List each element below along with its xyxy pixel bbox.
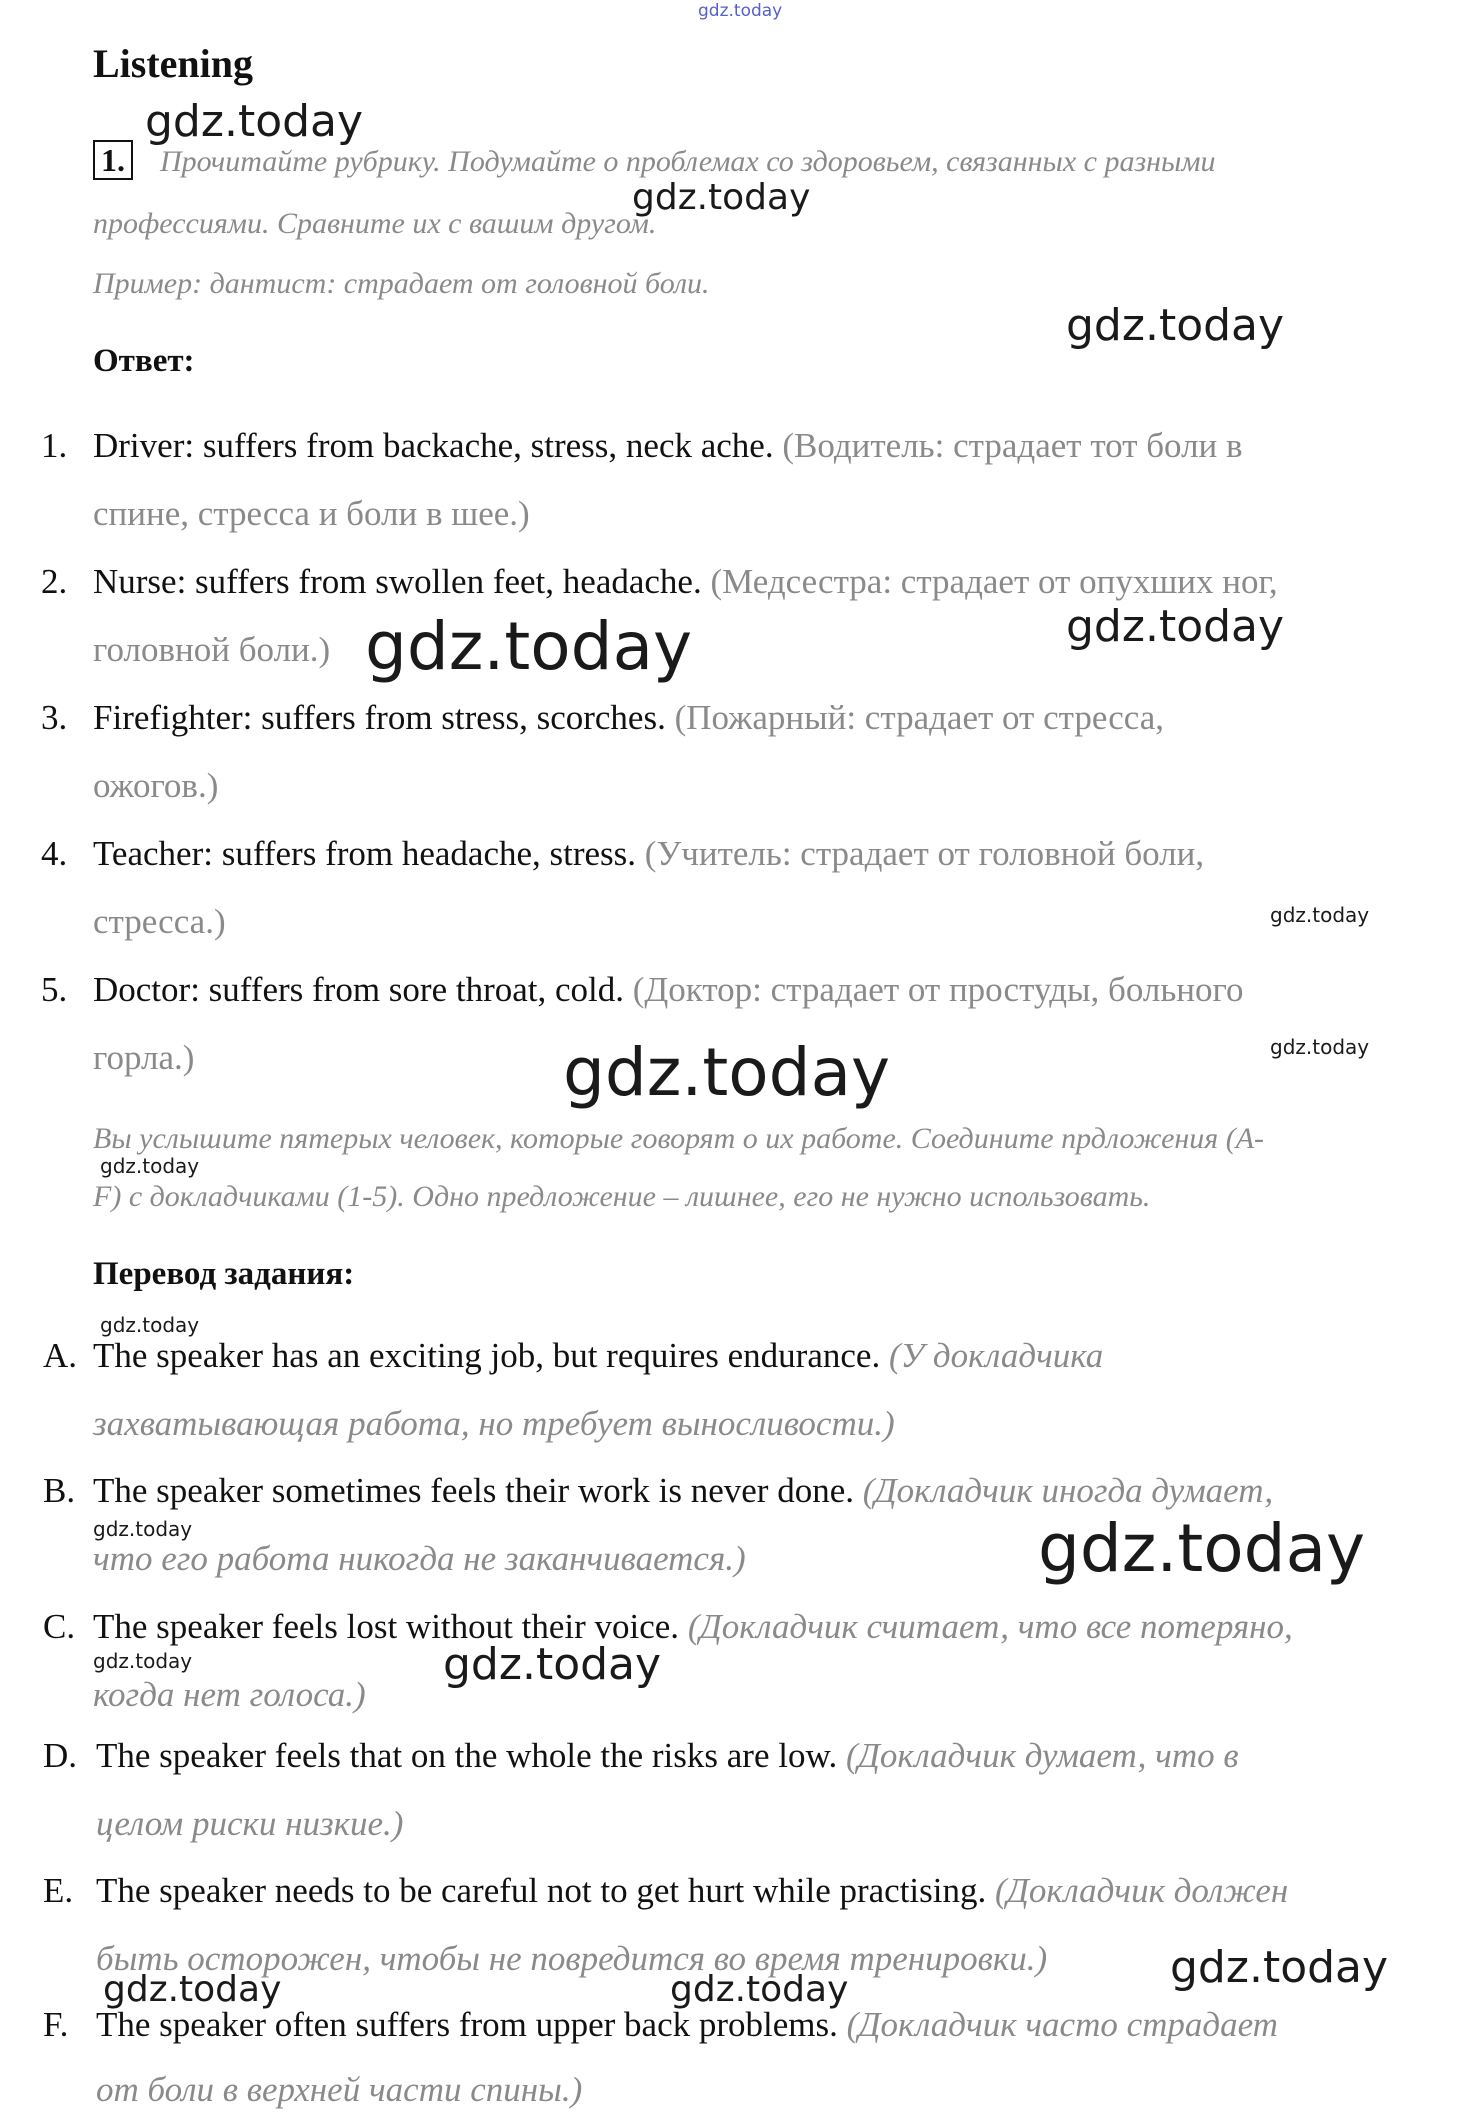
- list-item-line: [43, 1607, 75, 1647]
- translation-heading: Перевод задания:: [93, 1256, 355, 1292]
- watermark: gdz.today: [100, 1154, 200, 1178]
- page-title: Listening: [93, 41, 254, 86]
- watermark: gdz.today: [632, 177, 811, 218]
- watermark: gdz.today: [1270, 903, 1370, 927]
- watermark: gdz.today: [1066, 601, 1285, 652]
- statement-english: The speaker sometimes feels their work is never done.: [93, 1471, 854, 1510]
- exercise1-example: Пример: дантист: страдает от головной боли.: [93, 267, 710, 300]
- watermark: gdz.today: [1066, 300, 1285, 351]
- statement-russian-continued: захватывающая работа, но требует выносливости.): [93, 1404, 895, 1443]
- statement-russian: (Докладчик думает, что в: [845, 1736, 1239, 1775]
- answer-russian-continued: ожогов.): [93, 766, 219, 805]
- watermark: gdz.today: [93, 1517, 193, 1541]
- watermark: gdz.today: [1170, 1942, 1389, 1993]
- answer-english: Driver: suffers from backache, stress, neck ache.: [93, 426, 774, 465]
- watermark: gdz.today: [1270, 1035, 1370, 1059]
- list-item-line: [43, 1471, 75, 1511]
- list-item-letter: C.: [43, 1607, 76, 1646]
- list-item-line: [93, 562, 1278, 602]
- list-item-number: 4.: [41, 834, 68, 873]
- list-item-number: 5.: [41, 970, 68, 1009]
- list-item-line: [93, 426, 1243, 466]
- list-item-number: 3.: [41, 698, 68, 737]
- watermark: gdz.today: [93, 1649, 193, 1673]
- list-item-number: 1.: [41, 426, 68, 465]
- list-item-number: 2.: [41, 562, 68, 601]
- list-item-line: [93, 1607, 1293, 1647]
- list-item-letter: B.: [43, 1471, 76, 1510]
- watermark: gdz.today: [145, 96, 364, 147]
- list-item-line: [43, 2005, 68, 2045]
- watermark: gdz.today: [365, 608, 693, 685]
- list-item-letter: E.: [43, 1871, 74, 1910]
- exercise1-task-line1: Прочитайте рубрику. Подумайте о проблемах со здоровьем, связанных с разными: [160, 145, 1216, 178]
- answer-russian: (Доктор: страдает от простуды, больного: [632, 970, 1244, 1009]
- statement-english: The speaker needs to be careful not to get hurt while practising.: [96, 1871, 987, 1910]
- list-item-letter: F.: [43, 2005, 69, 2044]
- statement-english: The speaker feels lost without their voice.: [93, 1607, 680, 1646]
- list-item-line: [41, 426, 67, 466]
- list-item-line: [93, 1471, 1273, 1511]
- watermark: gdz.today: [1038, 1510, 1366, 1587]
- answer-russian-continued: стресса.): [93, 902, 226, 941]
- watermark: gdz.today: [103, 1969, 282, 2010]
- exercise1-task-line2: профессиями. Сравните их с вашим другом.: [93, 207, 657, 240]
- answer-russian: (Пожарный: страдает от стресса,: [674, 698, 1165, 737]
- list-item-line: [41, 562, 67, 602]
- answer-english: Doctor: suffers from sore throat, cold.: [93, 970, 625, 1009]
- statement-russian: (Докладчик считает, что все потеряно,: [687, 1607, 1293, 1646]
- watermark: gdz.today: [443, 1639, 662, 1690]
- list-item-line: [96, 1871, 1288, 1911]
- answer-russian: (Медсестра: страдает от опухших ног,: [710, 562, 1278, 601]
- statement-english: The speaker feels that on the whole the risks are low.: [96, 1736, 838, 1775]
- exercise-number-badge: 1.: [93, 140, 133, 180]
- watermark: gdz.today: [670, 1969, 849, 2010]
- list-item-line: [93, 1336, 1103, 1376]
- list-item-line: [43, 1336, 77, 1376]
- watermark: gdz.today: [698, 1, 783, 21]
- watermark: gdz.today: [100, 1313, 200, 1337]
- statement-russian-continued: от боли в верхней части спины.): [96, 2070, 583, 2109]
- answer-russian-continued: горла.): [93, 1038, 195, 1077]
- answer-russian: (Водитель: страдает тот боли в: [782, 426, 1243, 465]
- list-item-letter: D.: [43, 1736, 78, 1775]
- statement-english: The speaker has an exciting job, but requires endurance.: [93, 1336, 881, 1375]
- answer-english: Nurse: suffers from swollen feet, headache.: [93, 562, 702, 601]
- answer-heading: Ответ:: [93, 343, 195, 379]
- statement-english: The speaker often suffers from upper back problems.: [96, 2005, 838, 2044]
- list-item-line: [43, 1871, 73, 1911]
- list-item-line: [93, 834, 1204, 874]
- list-item-line: [41, 834, 67, 874]
- watermark: gdz.today: [563, 1034, 891, 1111]
- list-item-line: [41, 970, 67, 1010]
- list-item-line: [43, 1736, 77, 1776]
- statement-russian-continued: целом риски низкие.): [96, 1804, 404, 1843]
- list-item-line: [93, 698, 1164, 738]
- answer-english: Teacher: suffers from headache, stress.: [93, 834, 637, 873]
- statement-russian: (У докладчика: [888, 1336, 1104, 1375]
- statement-russian-continued: когда нет голоса.): [93, 1675, 366, 1714]
- answer-russian-continued: головной боли.): [93, 630, 331, 669]
- exercise2-task-line2: F) с докладчиками (1-5). Одно предложение – лишнее, его не нужно использовать.: [93, 1180, 1151, 1213]
- statement-russian: (Докладчик должен: [995, 1871, 1289, 1910]
- statement-russian: (Докладчик часто страдает: [846, 2005, 1278, 2044]
- list-item-line: [93, 970, 1244, 1010]
- list-item-line: [96, 1736, 1239, 1776]
- exercise2-task-line1: Вы услышите пятерых человек, которые говорят о их работе. Соедините прдложения (А-: [93, 1122, 1265, 1155]
- list-item-letter: A.: [43, 1336, 78, 1375]
- answer-russian-continued: спине, стресса и боли в шее.): [93, 494, 530, 533]
- statement-russian: (Докладчик иногда думает,: [862, 1471, 1274, 1510]
- list-item-line: [96, 2005, 1278, 2045]
- statement-russian-continued: быть осторожен, чтобы не повредится во время тренировки.): [96, 1939, 1048, 1978]
- list-item-line: [41, 698, 67, 738]
- answer-russian: (Учитель: страдает от головной боли,: [644, 834, 1205, 873]
- answer-english: Firefighter: suffers from stress, scorches.: [93, 698, 666, 737]
- statement-russian-continued: что его работа никогда не заканчивается.): [93, 1539, 746, 1578]
